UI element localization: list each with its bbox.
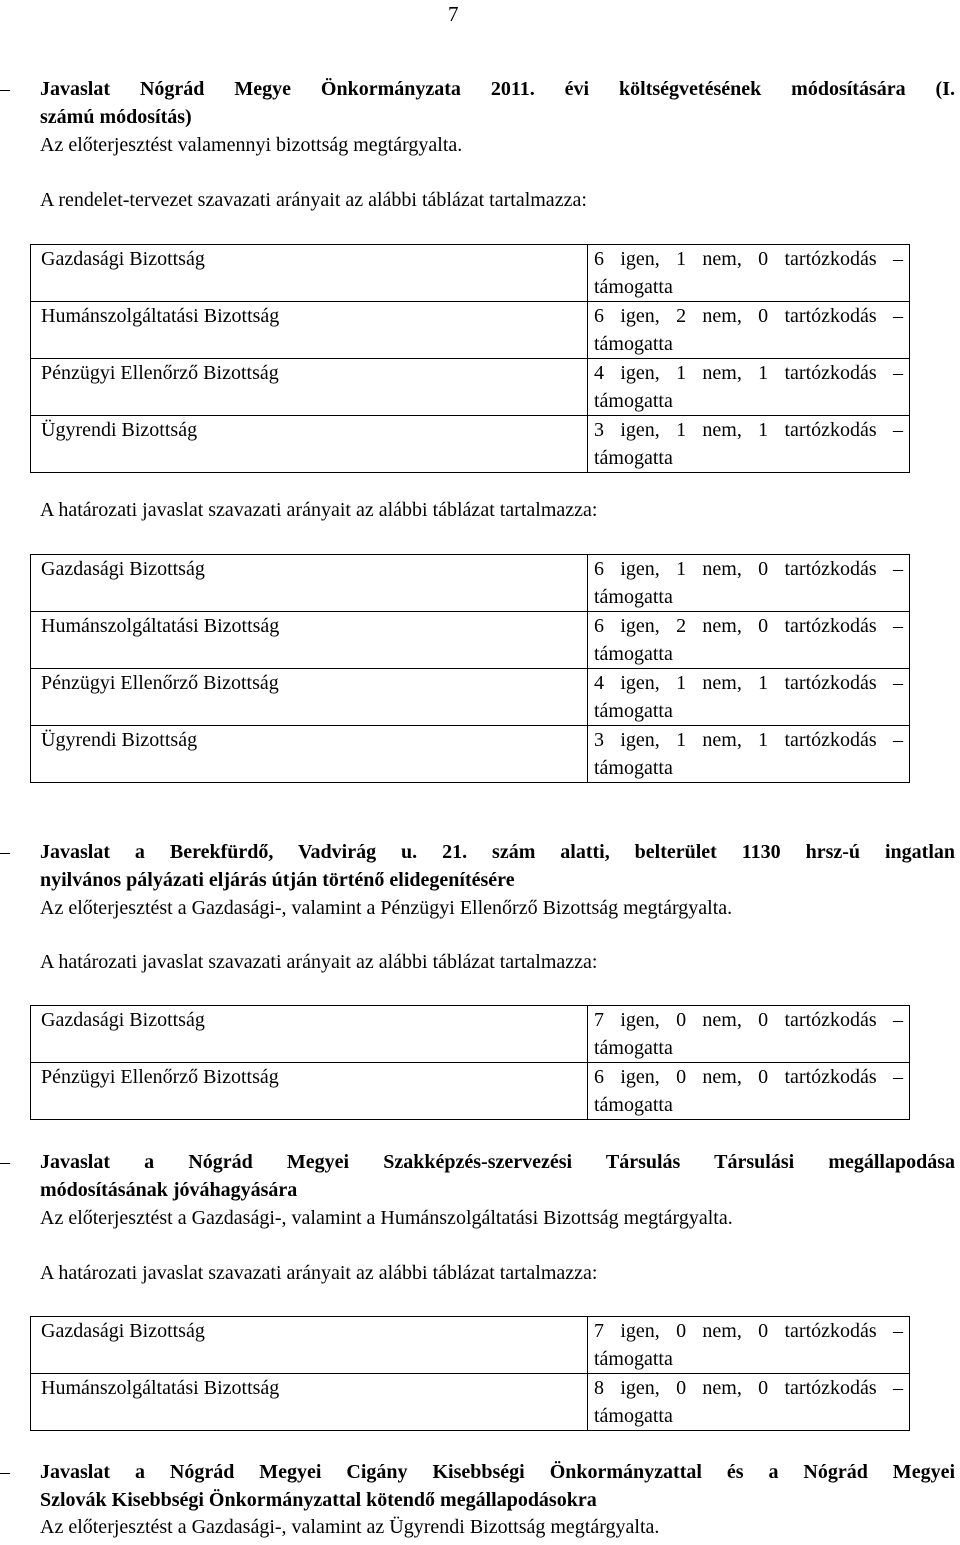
vote-result: támogatta <box>594 700 673 722</box>
vote-count: 6 igen, 2 nem, 0 tartózkodás – <box>594 305 903 327</box>
agenda-title-line2: számú módosítás) <box>40 106 192 128</box>
committee-name: Humánszolgáltatási Bizottság <box>31 612 588 669</box>
agenda-title-line1: Javaslat a Nógrád Megyei Szakképzés-szervezési Társulás Társulási megállapodása <box>40 1151 955 1173</box>
committee-name: Pénzügyi Ellenőrző Bizottság <box>31 1063 588 1120</box>
table-row <box>31 669 910 726</box>
vote-count: 8 igen, 0 nem, 0 tartózkodás – <box>594 1377 903 1399</box>
vote-result: támogatta <box>594 1348 673 1370</box>
vote-result: támogatta <box>594 333 673 355</box>
table-row <box>31 302 910 359</box>
vote-table <box>30 244 910 473</box>
discussed-note: Az előterjesztést a Gazdasági-, valamint a Humánszolgáltatási Bizottság megtárgyalta. <box>40 1207 733 1229</box>
agenda-title-line2: módosításának jóváhagyására <box>40 1179 298 1201</box>
vote-cell <box>588 1063 910 1120</box>
bullet-dash: – <box>0 1461 10 1483</box>
vote-cell <box>588 245 910 302</box>
table-row <box>31 245 910 302</box>
vote-cell <box>588 416 910 473</box>
table-row <box>31 1063 910 1120</box>
table-intro: A rendelet-tervezet szavazati arányait az alábbi táblázat tartalmazza: <box>40 189 587 211</box>
bullet-dash: – <box>0 78 10 100</box>
vote-count: 6 igen, 1 nem, 0 tartózkodás – <box>594 558 903 580</box>
table-intro: A határozati javaslat szavazati arányait az alábbi táblázat tartalmazza: <box>40 951 598 973</box>
committee-name: Gazdasági Bizottság <box>31 555 588 612</box>
table-row <box>31 555 910 612</box>
vote-count: 7 igen, 0 nem, 0 tartózkodás – <box>594 1009 903 1031</box>
table-row <box>31 612 910 669</box>
vote-cell <box>588 1006 910 1063</box>
vote-cell <box>588 1374 910 1431</box>
vote-count: 6 igen, 2 nem, 0 tartózkodás – <box>594 615 903 637</box>
committee-name: Ügyrendi Bizottság <box>31 416 588 473</box>
agenda-title-line1: Javaslat a Nógrád Megyei Cigány Kisebbségi Önkormányzattal és a Nógrád Megyei <box>40 1461 955 1483</box>
vote-cell <box>588 302 910 359</box>
table-row <box>31 726 910 783</box>
vote-result: támogatta <box>594 586 673 608</box>
vote-count: 4 igen, 1 nem, 1 tartózkodás – <box>594 672 903 694</box>
vote-table <box>30 554 910 783</box>
committee-name: Gazdasági Bizottság <box>31 1006 588 1063</box>
vote-result: támogatta <box>594 390 673 412</box>
committee-name: Humánszolgáltatási Bizottság <box>31 1374 588 1431</box>
committee-name: Pénzügyi Ellenőrző Bizottság <box>31 359 588 416</box>
page-number: 7 <box>448 2 459 26</box>
vote-count: 6 igen, 1 nem, 0 tartózkodás – <box>594 248 903 270</box>
vote-result: támogatta <box>594 1094 673 1116</box>
table-row <box>31 1317 910 1374</box>
discussed-note: Az előterjesztést valamennyi bizottság megtárgyalta. <box>40 134 463 156</box>
table-row <box>31 359 910 416</box>
table-row <box>31 1374 910 1431</box>
committee-name: Gazdasági Bizottság <box>31 245 588 302</box>
vote-result: támogatta <box>594 643 673 665</box>
vote-cell <box>588 1317 910 1374</box>
agenda-title-line2: nyilvános pályázati eljárás útján történő elidegenítésére <box>40 869 515 891</box>
discussed-note: Az előterjesztést a Gazdasági-, valamint az Ügyrendi Bizottság megtárgyalta. <box>40 1516 660 1538</box>
vote-count: 7 igen, 0 nem, 0 tartózkodás – <box>594 1320 903 1342</box>
table-row <box>31 1006 910 1063</box>
vote-cell <box>588 359 910 416</box>
vote-table <box>30 1316 910 1431</box>
discussed-note: Az előterjesztést a Gazdasági-, valamint a Pénzügyi Ellenőrző Bizottság megtárgyalta. <box>40 897 733 919</box>
vote-count: 6 igen, 0 nem, 0 tartózkodás – <box>594 1066 903 1088</box>
agenda-title-line2: Szlovák Kisebbségi Önkormányzattal kötendő megállapodásokra <box>40 1489 597 1511</box>
vote-result: támogatta <box>594 276 673 298</box>
vote-result: támogatta <box>594 757 673 779</box>
committee-name: Pénzügyi Ellenőrző Bizottság <box>31 669 588 726</box>
agenda-title-line1: Javaslat Nógrád Megye Önkormányzata 2011. évi költségvetésének módosítására (I. <box>40 78 955 100</box>
committee-name: Gazdasági Bizottság <box>31 1317 588 1374</box>
vote-result: támogatta <box>594 1037 673 1059</box>
vote-result: támogatta <box>594 447 673 469</box>
vote-count: 3 igen, 1 nem, 1 tartózkodás – <box>594 729 903 751</box>
vote-cell <box>588 612 910 669</box>
table-row <box>31 416 910 473</box>
vote-count: 3 igen, 1 nem, 1 tartózkodás – <box>594 419 903 441</box>
committee-name: Ügyrendi Bizottság <box>31 726 588 783</box>
table-intro: A határozati javaslat szavazati arányait az alábbi táblázat tartalmazza: <box>40 1262 598 1284</box>
agenda-title-line1: Javaslat a Berekfürdő, Vadvirág u. 21. szám alatti, belterület 1130 hrsz-ú ingatlan <box>40 841 955 863</box>
vote-count: 4 igen, 1 nem, 1 tartózkodás – <box>594 362 903 384</box>
vote-cell <box>588 726 910 783</box>
table-intro: A határozati javaslat szavazati arányait az alábbi táblázat tartalmazza: <box>40 499 598 521</box>
vote-cell <box>588 555 910 612</box>
committee-name: Humánszolgáltatási Bizottság <box>31 302 588 359</box>
vote-result: támogatta <box>594 1405 673 1427</box>
bullet-dash: – <box>0 1151 10 1173</box>
bullet-dash: – <box>0 841 10 863</box>
vote-table <box>30 1005 910 1120</box>
vote-cell <box>588 669 910 726</box>
